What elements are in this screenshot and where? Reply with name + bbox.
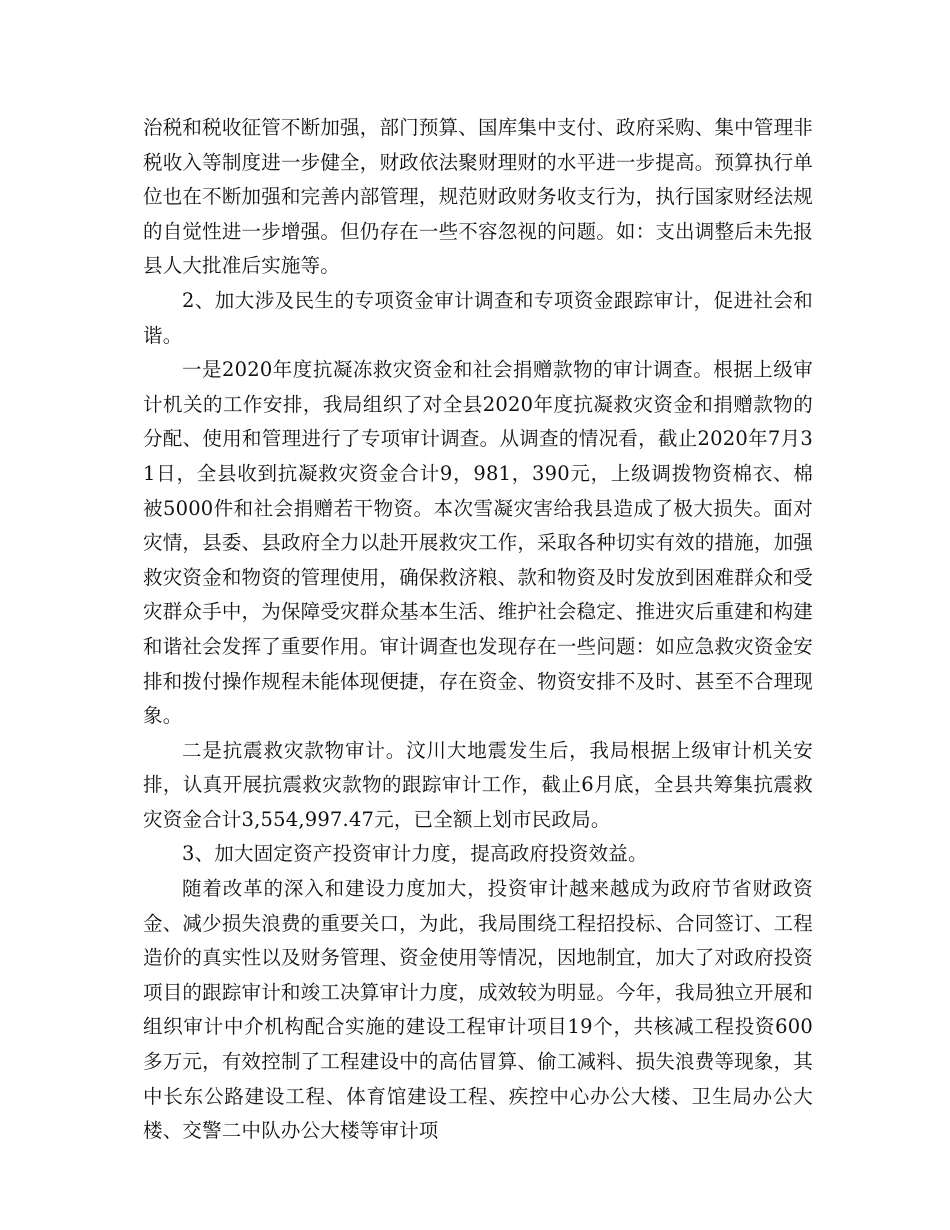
heading-fixed-asset-investment-audit: 3、加大固定资产投资审计力度，提高政府投资效益。 [182,842,648,866]
paragraph-investment-audit-results: 随着改革的深入和建设力度加大，投资审计越来越成为政府节省财政资金、减少损失浪费的重要关口，为此，我局围绕工程招投标、合同签订、工程造价的真实性以及财务管理、资金使用等情况，因地制宜，加大了对政府投资项目的跟踪审计和竣工决算审计力度，成效较为明显。今年，我局独立开展和组织审计中介机构配合实施的建设工程审计项目19个，共核减工程投资600多万元，有效控制了工程建设中的高估冒算、偷工减料、损失浪费等现象，其中长东公路建设工程、体育馆建设工程、疾控中心办公大楼、卫生局办公大楼、交警二中队办公大楼等审计项 [143,877,813,1143]
document-body [143,111,813,1149]
paragraph-earthquake-relief-audit: 二是抗震救灾款物审计。汶川大地震发生后，我局根据上级审计机关安排，认真开展抗震救灾款物的跟踪审计工作，截止6月底，全县共筹集抗震救灾资金合计3,554,997.47元，已全额上划市民政局。 [143,738,813,831]
heading-livelihood-funds-audit: 2、加大涉及民生的专项资金审计调查和专项资金跟踪审计，促进社会和谐。 [143,288,813,347]
paragraph-tax-reform: 治税和税收征管不断加强，部门预算、国库集中支付、政府采购、集中管理非税收入等制度进一步健全，财政依法聚财理财的水平进一步提高。预算执行单位也在不断加强和完善内部管理，规范财政财务收支行为，执行国家财经法规的自觉性进一步增强。但仍存在一些不容忽视的问题。如：支出调整后未先报县人大批准后实施等。 [143,116,813,278]
paragraph-freeze-disaster-relief-audit: 一是2020年度抗凝冻救灾资金和社会捐赠款物的审计调查。根据上级审计机关的工作安排，我局组织了对全县2020年度抗凝救灾资金和捐赠款物的分配、使用和管理进行了专项审计调查。从调查的情况看，截止2020年7月31日，全县收到抗凝救灾资金合计9，981，390元，上级调拨物资棉衣、棉被5000件和社会捐赠若干物资。本次雪凝灾害给我县造成了极大损失。面对灾情，县委、县政府全力以赴开展救灾工作，采取各种切实有效的措施，加强救灾资金和物资的管理使用，确保救济粮、款和物资及时发放到困难群众和受灾群众手中，为保障受灾群众基本生活、维护社会稳定、推进灾后重建和构建和谐社会发挥了重要作用。审计调查也发现存在一些问题：如应急救灾资金安排和拨付操作规程未能体现便捷，存在资金、物资安排不及时、甚至不合理现象。 [143,358,813,728]
